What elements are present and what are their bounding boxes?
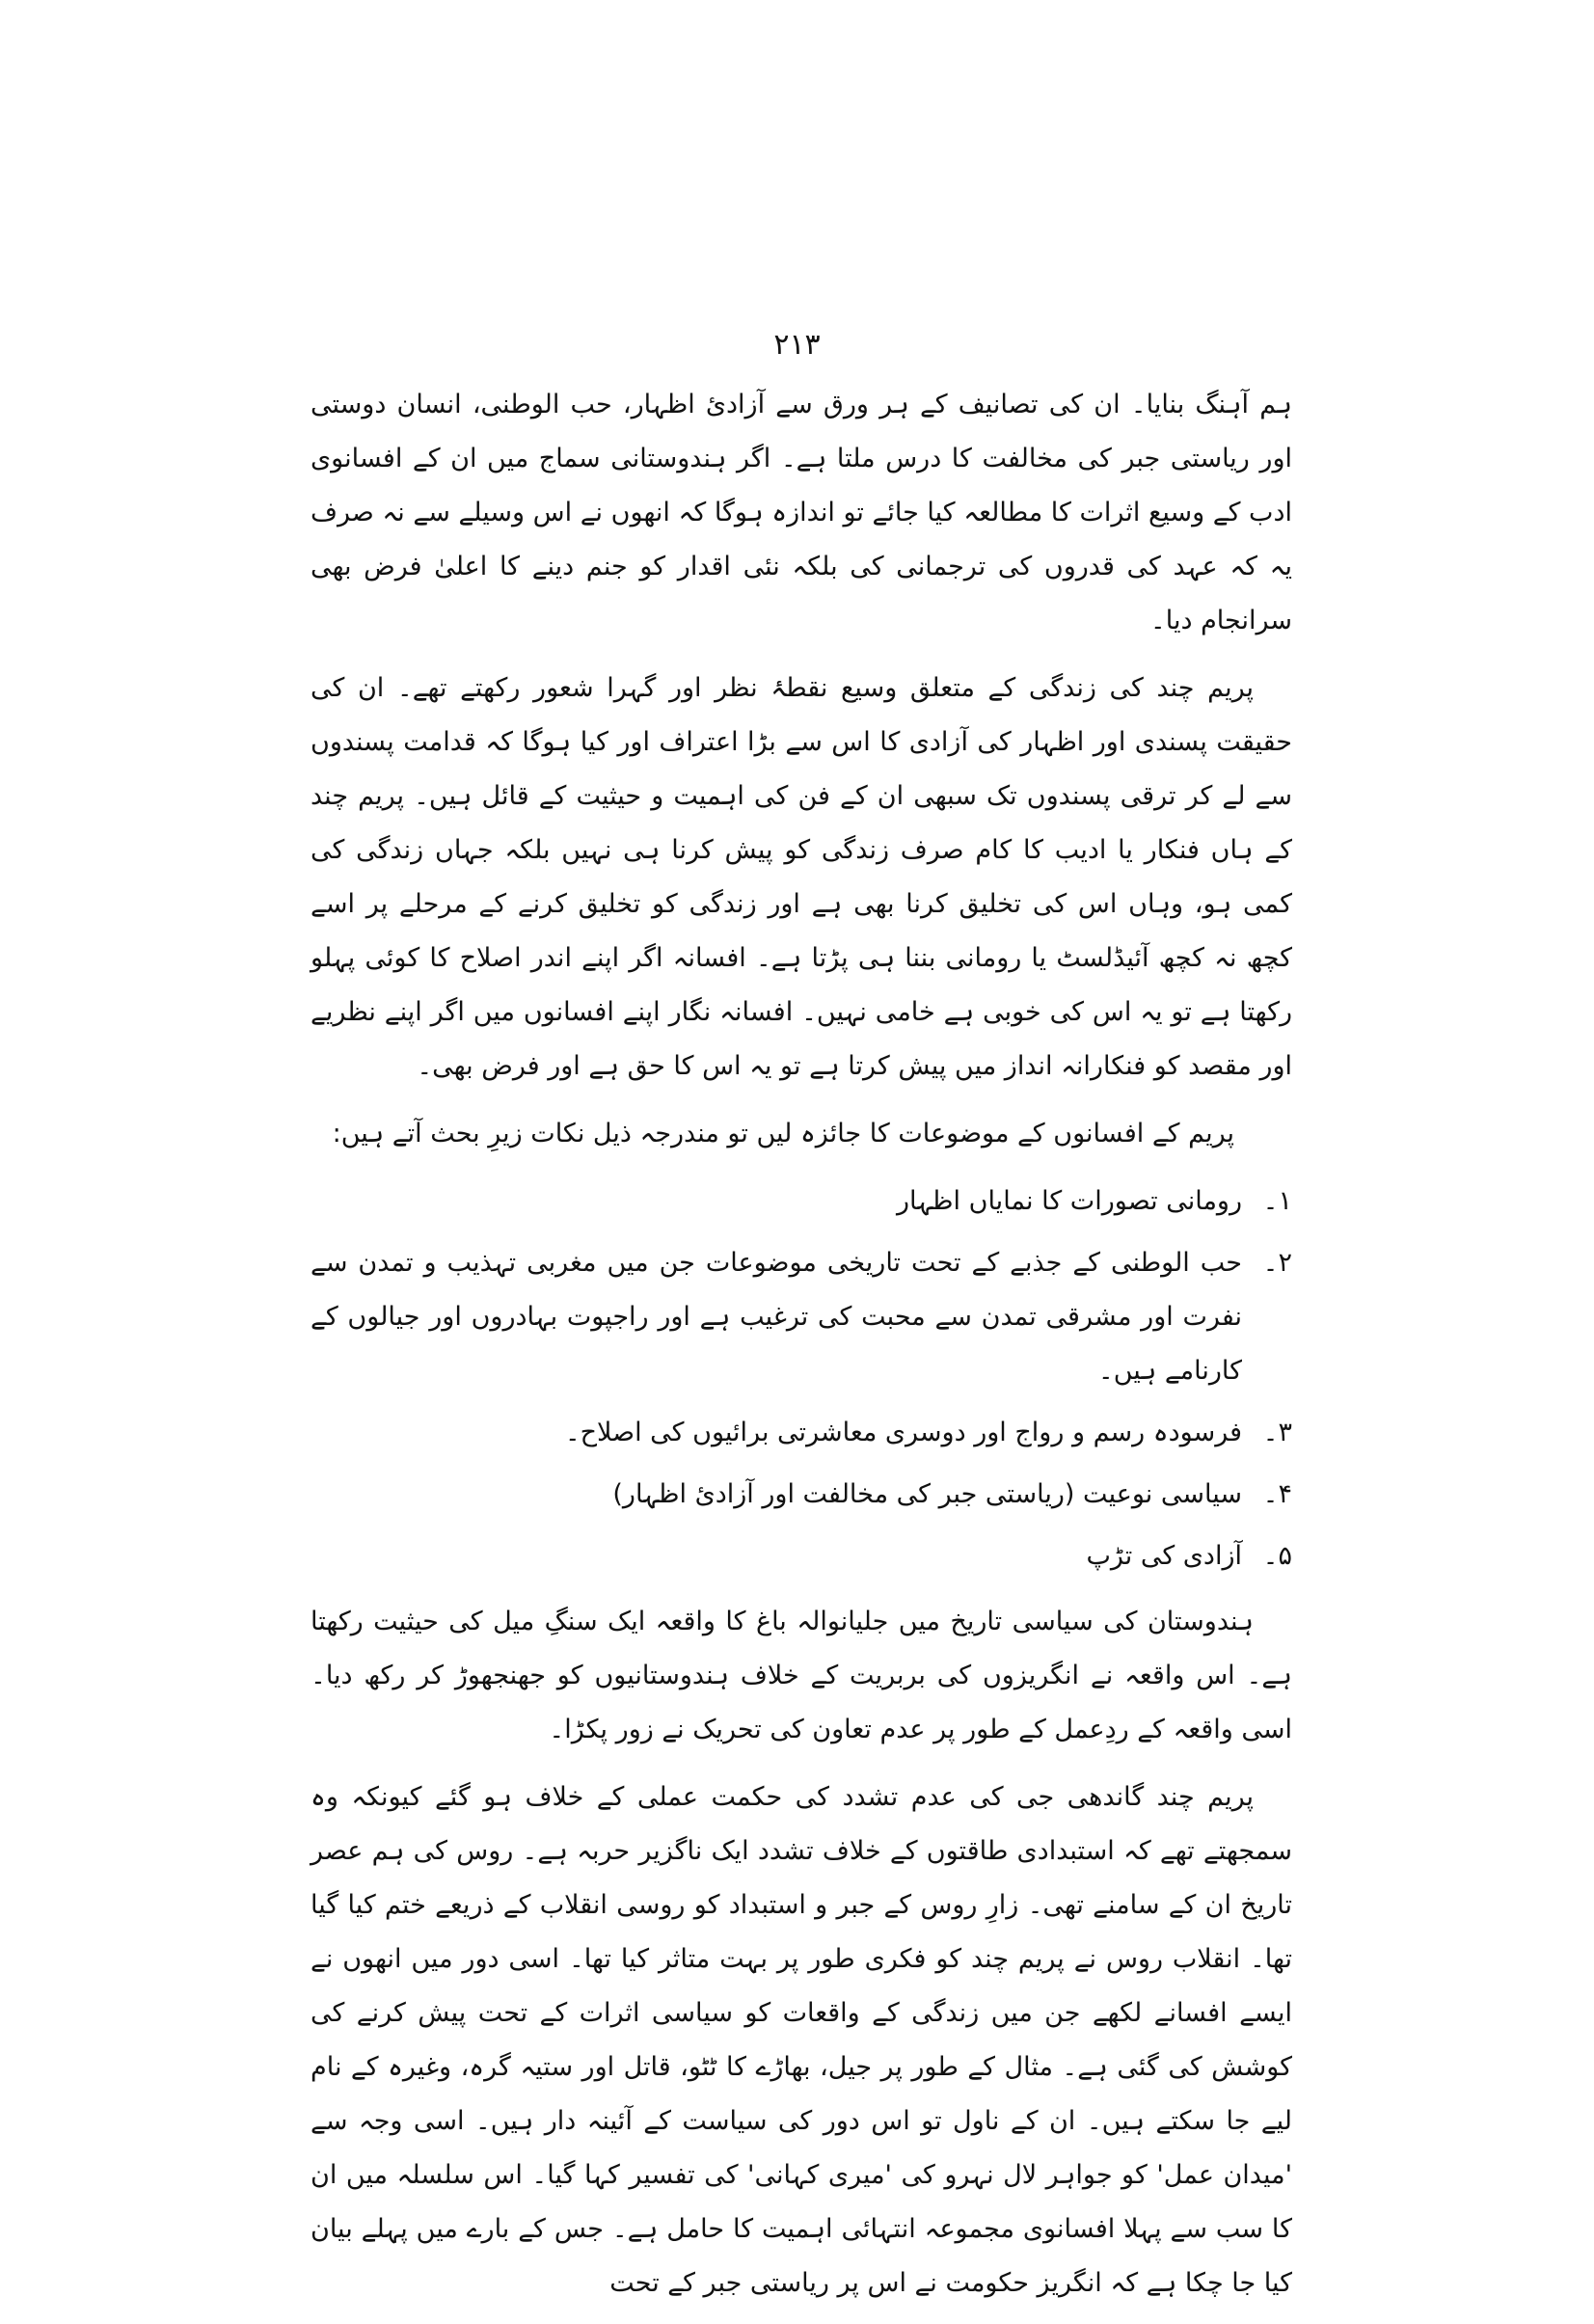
list-item-text: حب الوطنی کے جذبے کے تحت تاریخی موضوعات جن میں مغربی تہذیب و تمدن سے نفرت اور مشرقی تمدن سے محبت کی ترغیب ہے اور راجپوت بہادروں اور جیالوں کے کارنامے ہیں۔ [311,1248,1242,1386]
list-item [311,1236,1292,1398]
paragraph: ہم آہنگ بنایا۔ ان کی تصانیف کے ہر ورق سے آزادیٔ اظہار، حب الوطنی، انسان دوستی اور ریاستی جبر کی مخالفت کا درس ملتا ہے۔ اگر ہندوستانی سماج میں ان کے افسانوی ادب کے وسیع اثرات کا مطالعہ کیا جائے تو اندازہ ہوگا کہ انھوں نے اس وسیلے سے نہ صرف یہ کہ عہد کی قدروں کی ترجمانی کی بلکہ نئی اقدار کو جنم دینے کا اعلیٰ فرض بھی سرانجام دیا۔ [311,390,1292,635]
page-body [311,378,1292,2324]
list-item-number: ۱۔ [1262,1186,1292,1216]
list-item-text: آزادی کی تڑپ [1086,1541,1242,1571]
list-item [311,1406,1292,1460]
list-item [311,1175,1292,1229]
list-item [311,1529,1292,1583]
list-item-number: ۵۔ [1262,1541,1292,1571]
list-item-number: ۳۔ [1262,1418,1292,1447]
list-item-text: سیاسی نوعیت (ریاستی جبر کی مخالفت اور آزادیٔ اظہار) [612,1479,1242,1509]
paragraph: پریم چند گاندھی جی کی عدم تشدد کی حکمت عملی کے خلاف ہو گئے کیونکہ وہ سمجھتے تھے کہ استبدادی طاقتوں کے خلاف تشدد ایک ناگزیر حربہ ہے۔ روس کی ہم عصر تاریخ ان کے سامنے تھی۔ زارِ روس کے جبر و استبداد کو روسی انقلاب کے ذریعے ختم کیا گیا تھا۔ انقلاب روس نے پریم چند کو فکری طور پر بہت متاثر کیا تھا۔ اسی دور میں انھوں نے ایسے افسانے لکھے جن میں زندگی کے واقعات کو سیاسی اثرات کے تحت پیش کرنے کی کوشش کی گئی ہے۔ مثال کے طور پر جیل، بھاڑے کا ٹٹو، قاتل اور ستیہ گرہ، وغیرہ کے نام لیے جا سکتے ہیں۔ ان کے ناول تو اس دور کی سیاست کے آئینہ دار ہیں۔ اسی وجہ سے 'میدان عمل' کو جواہر لال نہرو کی 'میری کہانی' کی تفسیر کہا گیا۔ اس سلسلہ میں ان کا سب سے پہلا افسانوی مجموعہ انتہائی اہمیت کا حامل ہے۔ جس کے بارے میں پہلے بیان کیا جا چکا ہے کہ انگریز حکومت نے اس پر ریاستی جبر کے تحت [311,1782,1292,2298]
paragraph: پریم چند کی زندگی کے متعلق وسیع نقطۂ نظر اور گہرا شعور رکھتے تھے۔ ان کی حقیقت پسندی اور اظہار کی آزادی کا اس سے بڑا اعتراف اور کیا ہوگا کہ قدامت پسندوں سے لے کر ترقی پسندوں تک سبھی ان کے فن کی اہمیت و حیثیت کے قائل ہیں۔ پریم چند کے ہاں فنکار یا ادیب کا کام صرف زندگی کو پیش کرنا ہی نہیں بلکہ جہاں زندگی کی کمی ہو، وہاں اس کی تخلیق کرنا بھی ہے اور زندگی کو تخلیق کرنے کے مرحلے پر اسے کچھ نہ کچھ آئیڈلسٹ یا رومانی بننا ہی پڑتا ہے۔ افسانہ اگر اپنے اندر اصلاح کا کوئی پہلو رکھتا ہے تو یہ اس کی خوبی ہے خامی نہیں۔ افسانہ نگار اپنے افسانوں میں اگر اپنے نظریے اور مقصد کو فنکارانہ انداز میں پیش کرتا ہے تو یہ اس کا حق ہے اور فرض بھی۔ [311,673,1292,1081]
page-number: ۲۱۳ [773,328,821,362]
list-item-text: رومانی تصورات کا نمایاں اظہار [896,1186,1242,1216]
list-item-number: ۲۔ [1262,1248,1292,1278]
list-item-text: فرسودہ رسم و رواج اور دوسری معاشرتی برائیوں کی اصلاح۔ [564,1418,1242,1447]
paragraph: ہندوستان کی سیاسی تاریخ میں جلیانوالہ باغ کا واقعہ ایک سنگِ میل کی حیثیت رکھتا ہے۔ اس واقعہ نے انگریزوں کی بربریت کے خلاف ہندوستانیوں کو جھنجھوڑ کر رکھ دیا۔ اسی واقعہ کے ردِعمل کے طور پر عدم تعاون کی تحریک نے زور پکڑا۔ [311,1607,1292,1744]
list-item-number: ۴۔ [1262,1479,1292,1509]
list-intro: پریم کے افسانوں کے موضوعات کا جائزہ لیں تو مندرجہ ذیل نکات زیرِ بحث آتے ہیں: [332,1119,1234,1148]
list-item [311,1468,1292,1522]
topics-list [311,1175,1292,1583]
